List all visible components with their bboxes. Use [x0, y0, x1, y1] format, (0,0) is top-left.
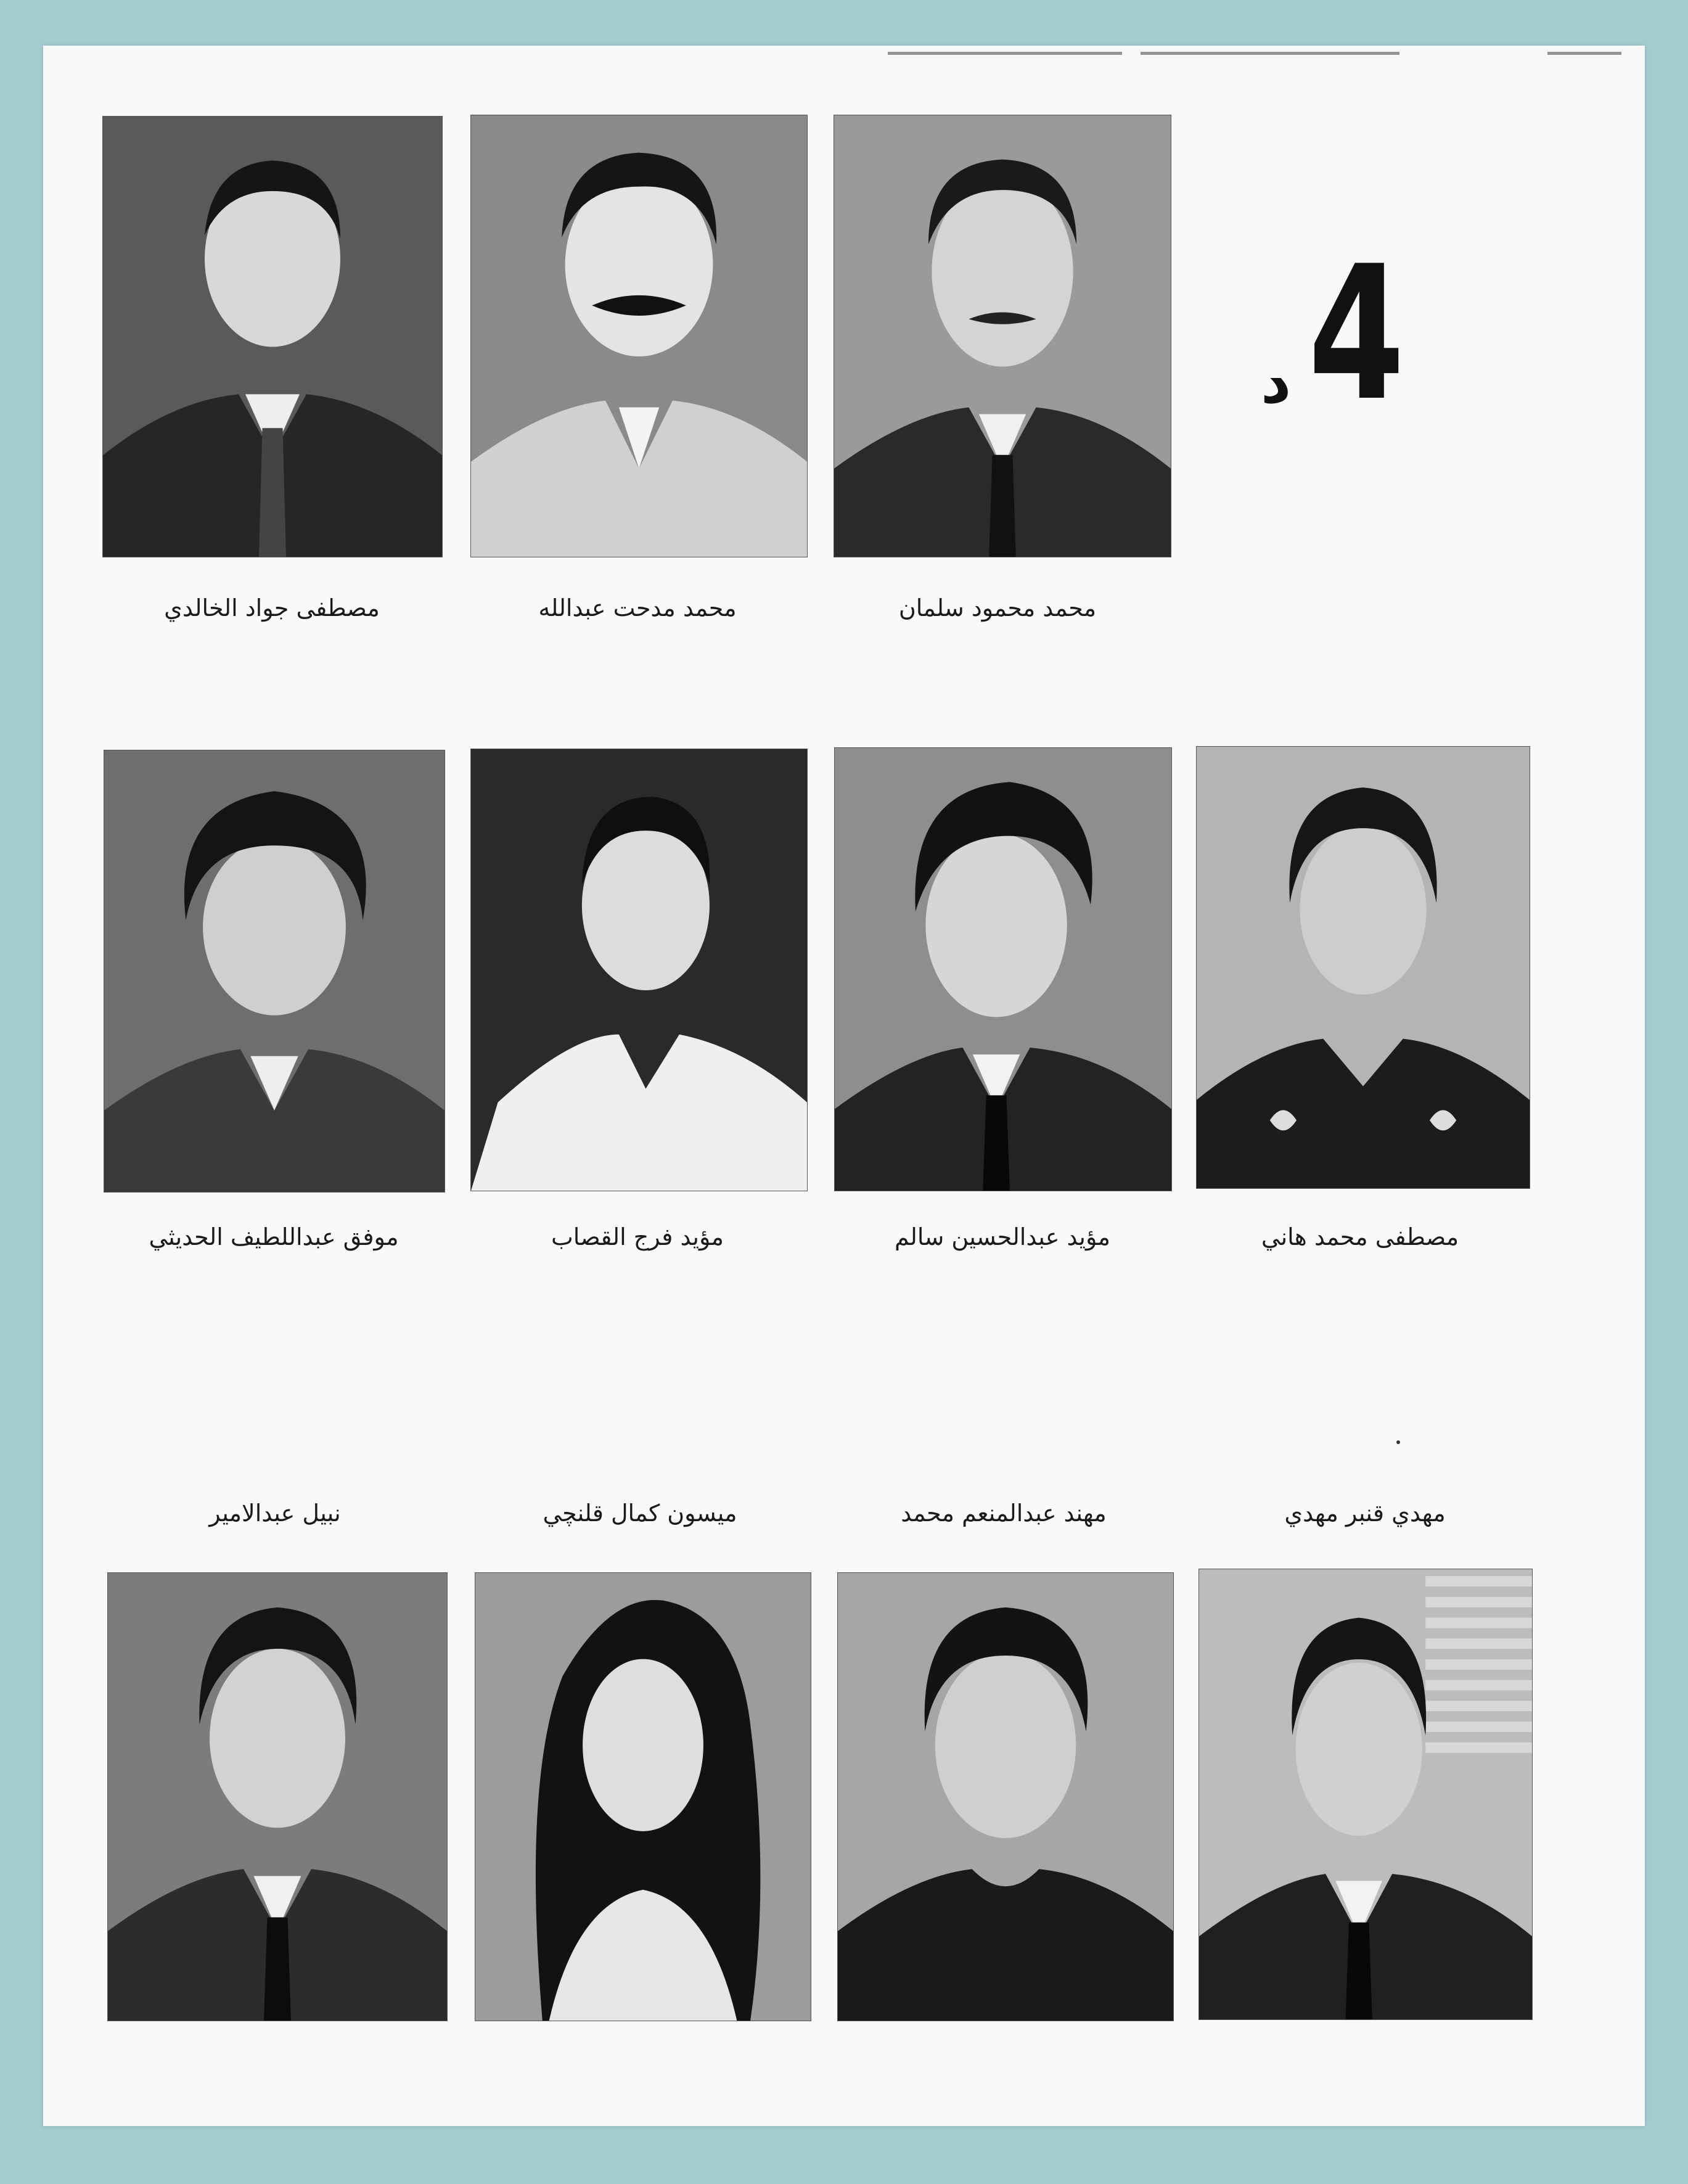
scan-edge-line [1547, 52, 1621, 55]
portrait-photo [107, 1572, 448, 2021]
student-name: مصطفى جواد الخالدي [164, 594, 380, 622]
portrait-photo [834, 747, 1172, 1191]
portrait-photo [104, 750, 445, 1193]
yearbook-page [43, 46, 1645, 2126]
student-name: مصطفى محمد هاني [1261, 1223, 1459, 1250]
student-name: موفق عبداللطيف الحديثي [149, 1223, 399, 1250]
portrait-photo [837, 1572, 1174, 2021]
portrait-photo [470, 115, 808, 557]
student-name: ميسون كمال قلنچي [543, 1500, 737, 1527]
student-name: محمد محمود سلمان [898, 594, 1097, 622]
portrait-photo [475, 1572, 811, 2021]
section-letter: د [1261, 348, 1292, 417]
scan-edge-line [1141, 52, 1399, 55]
portrait-photo [470, 749, 808, 1191]
portrait-photo [102, 116, 443, 557]
student-name: محمد مدحت عبدالله [538, 594, 737, 622]
portrait-photo [1196, 746, 1530, 1189]
student-name: مهند عبدالمنعم محمد [901, 1500, 1107, 1527]
speck [1396, 1440, 1400, 1444]
student-name: نبيل عبدالامير [209, 1500, 341, 1527]
student-name: مؤيد عبدالحسين سالم [895, 1223, 1110, 1250]
portrait-photo [834, 115, 1171, 557]
scan-edge-line [888, 52, 1122, 55]
section-label [1261, 226, 1437, 441]
student-name: مؤيد فرج القصاب [551, 1223, 724, 1250]
student-name: مهدي قنبر مهدي [1284, 1500, 1446, 1527]
section-number: 4 [1308, 226, 1405, 441]
portrait-photo [1198, 1569, 1533, 2020]
